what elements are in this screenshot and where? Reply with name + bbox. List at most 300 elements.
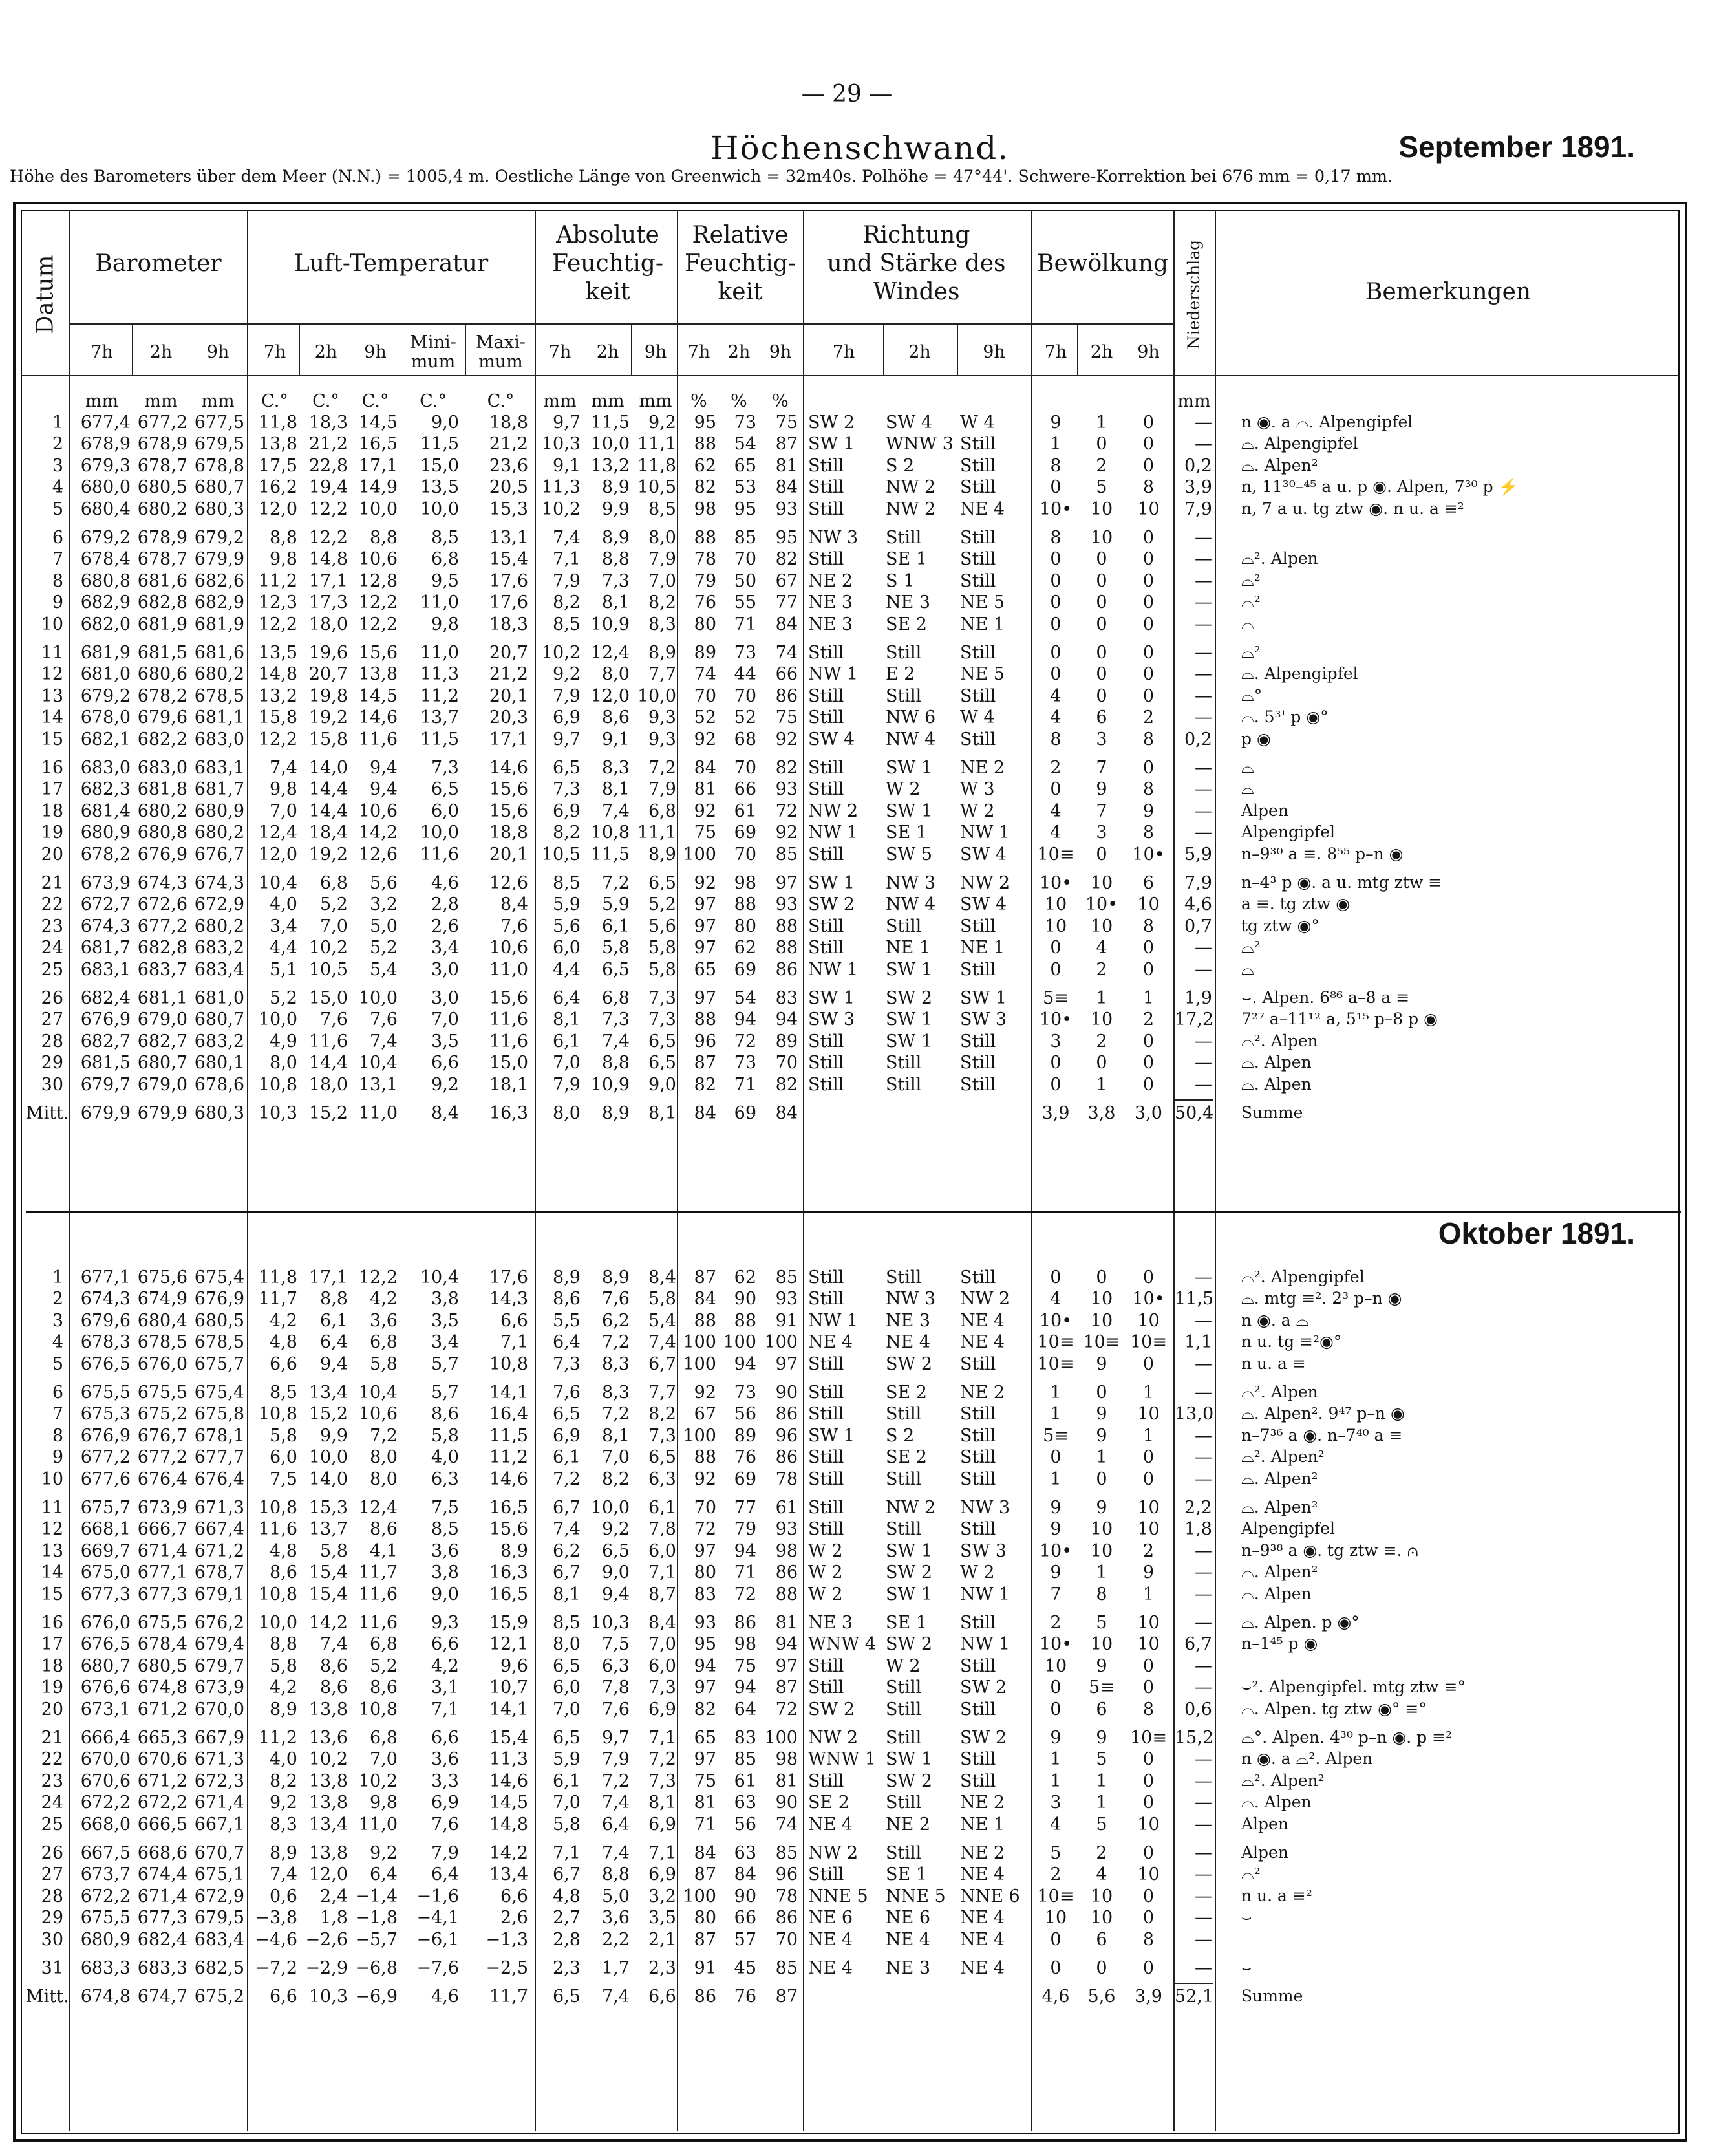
cell-wind-9h: Still bbox=[960, 1519, 996, 1540]
cell-rel-9h: 86 bbox=[775, 959, 798, 980]
cell-temp-2h: 15,8 bbox=[308, 729, 348, 749]
mean-precip: 50,4 bbox=[1175, 1103, 1214, 1123]
cell-cloud-7h: 9 bbox=[1050, 1562, 1062, 1583]
cell-abs-2h: 7,6 bbox=[602, 1289, 630, 1310]
cell-remarks: Alpen bbox=[1241, 1843, 1288, 1862]
cell-wind-2h: Still bbox=[886, 528, 922, 548]
cell-cloud-7h: 5≡ bbox=[1043, 988, 1069, 1008]
cell-rel-2h: 54 bbox=[734, 988, 756, 1008]
cell-temp-9h: 6,8 bbox=[370, 1634, 398, 1655]
cell-wind-7h: NW 1 bbox=[808, 823, 859, 843]
cell-abs-9h: 8,9 bbox=[648, 844, 676, 865]
cell-temp-7h: 10,8 bbox=[258, 1498, 297, 1518]
units-row bbox=[0, 391, 1719, 413]
cell-rel-9h: 85 bbox=[775, 1267, 798, 1288]
cell-remarks: ⌓². Alpen² bbox=[1241, 1771, 1325, 1790]
cell-temp-2h: 15,4 bbox=[308, 1584, 348, 1604]
cell-rel-2h: 54 bbox=[734, 434, 756, 455]
cell-temp-7h: 10,4 bbox=[258, 873, 297, 893]
cell-cloud-2h: 6 bbox=[1096, 1929, 1107, 1950]
cell-cloud-9h: 0 bbox=[1142, 1771, 1155, 1791]
cell-temp-2h: 18,0 bbox=[308, 1074, 348, 1095]
cell-baro-9h: 683,2 bbox=[194, 938, 244, 958]
cell-baro-7h: 682,1 bbox=[80, 729, 131, 749]
cell-wind-7h: NW 2 bbox=[808, 801, 859, 821]
cell-cloud-2h: 1 bbox=[1096, 1793, 1107, 1813]
cell-cloud-7h: 1 bbox=[1050, 1383, 1062, 1403]
cell-temp-2h: 15,2 bbox=[308, 1404, 348, 1425]
cell-cloud-7h: 0 bbox=[1050, 570, 1062, 591]
cell-rel-2h: 71 bbox=[734, 614, 756, 634]
cell-baro-9h: 682,6 bbox=[194, 570, 244, 591]
cell-wind-2h: SW 1 bbox=[886, 758, 933, 778]
cell-wind-7h: NW 2 bbox=[808, 1728, 859, 1748]
cell-baro-9h: 675,7 bbox=[194, 1353, 244, 1374]
table-row bbox=[0, 434, 1719, 455]
cell-rel-9h: 84 bbox=[775, 614, 798, 634]
cell-abs-7h: 6,0 bbox=[553, 1677, 581, 1698]
cell-cloud-7h: 3 bbox=[1050, 1031, 1062, 1051]
cell-baro-9h: 678,5 bbox=[194, 685, 244, 706]
cell-day: 26 bbox=[41, 1843, 63, 1863]
cell-cloud-2h: 4 bbox=[1096, 938, 1107, 958]
cell-wind-9h: Still bbox=[960, 528, 996, 548]
cell-cloud-9h: 8 bbox=[1142, 823, 1155, 843]
cell-abs-9h: 5,8 bbox=[648, 938, 676, 958]
cell-day: 27 bbox=[41, 1864, 63, 1885]
cell-wind-9h: Still bbox=[960, 1053, 996, 1073]
cell-temp-7h: 16,2 bbox=[258, 477, 297, 498]
cell-rel-7h: 92 bbox=[694, 729, 716, 749]
cell-rel-9h: 72 bbox=[775, 801, 798, 821]
cell-baro-7h: 672,2 bbox=[80, 1793, 131, 1813]
cell-abs-7h: 7,0 bbox=[553, 1793, 581, 1813]
table-row bbox=[0, 729, 1719, 751]
cell-rel-7h: 65 bbox=[694, 959, 716, 980]
cell-temp-max: 6,6 bbox=[500, 1886, 528, 1906]
cell-temp-9h: 12,8 bbox=[358, 570, 398, 591]
cell-precip: — bbox=[1195, 1469, 1212, 1489]
cell-remarks: ⌓. Alpen² bbox=[1241, 1498, 1318, 1516]
cell-temp-2h: 18,0 bbox=[308, 614, 348, 634]
cell-temp-9h: 10,6 bbox=[358, 549, 398, 570]
cell-temp-9h: 7,6 bbox=[370, 1009, 398, 1030]
cell-abs-2h: 12,0 bbox=[590, 685, 630, 706]
table-row bbox=[0, 1383, 1719, 1404]
cell-day: 30 bbox=[41, 1929, 63, 1950]
cell-cloud-9h: 10 bbox=[1137, 1613, 1160, 1633]
sub-9h: 9h bbox=[769, 342, 792, 362]
cell-temp-9h: −6,8 bbox=[355, 1958, 398, 1978]
cell-baro-2h: 680,6 bbox=[137, 664, 187, 685]
cell-day: 10 bbox=[41, 614, 63, 634]
unit-c: C.° bbox=[487, 391, 515, 411]
cell-temp-7h: 6,0 bbox=[270, 1447, 297, 1468]
sub-7h: 7h bbox=[91, 342, 113, 362]
cell-remarks: a ≡. tg ztw ◉ bbox=[1241, 894, 1351, 914]
cell-abs-9h: 8,4 bbox=[648, 1613, 676, 1633]
cell-remarks: n, 7 a u. tg ztw ◉. n u. a ≡² bbox=[1241, 499, 1464, 518]
cell-cloud-2h: 0 bbox=[1096, 1958, 1107, 1978]
cell-day: 5 bbox=[52, 1353, 63, 1374]
cell-temp-2h: 5,8 bbox=[320, 1540, 348, 1561]
cell-temp-2h: 20,7 bbox=[308, 664, 348, 685]
cell-temp-9h: 3,2 bbox=[370, 894, 398, 915]
cell-temp-2h: −2,6 bbox=[305, 1929, 348, 1950]
cell-abs-9h: 8,9 bbox=[648, 643, 676, 663]
cell-cloud-7h: 10• bbox=[1039, 1634, 1073, 1655]
cell-cloud-9h: 0 bbox=[1142, 570, 1155, 591]
cell-temp-7h: 13,2 bbox=[258, 685, 297, 706]
cell-cloud-2h: 6 bbox=[1096, 707, 1107, 728]
cell-temp-2h: 1,8 bbox=[320, 1908, 348, 1928]
cell-abs-7h: 7,0 bbox=[553, 1699, 581, 1719]
cell-cloud-9h: 0 bbox=[1142, 455, 1155, 476]
cell-rel-7h: 92 bbox=[694, 1383, 716, 1403]
cell-temp-7h: 8,8 bbox=[270, 1634, 297, 1655]
cell-abs-2h: 7,3 bbox=[602, 570, 630, 591]
cell-baro-2h: 682,7 bbox=[137, 1031, 187, 1051]
cell-temp-max: 14,6 bbox=[489, 1469, 528, 1489]
cell-rel-2h: 88 bbox=[734, 1310, 756, 1331]
cell-rel-2h: 86 bbox=[734, 1613, 756, 1633]
cell-rel-2h: 83 bbox=[734, 1728, 756, 1748]
cell-temp-9h: 6,4 bbox=[370, 1864, 398, 1885]
cell-rel-7h: 96 bbox=[694, 1031, 716, 1051]
cell-baro-9h: 676,7 bbox=[194, 844, 244, 865]
cell-day: 12 bbox=[41, 1519, 63, 1540]
cell-abs-2h: 10,9 bbox=[590, 1074, 630, 1095]
cell-remarks: n u. tg ≡²◉° bbox=[1241, 1332, 1342, 1352]
cell-temp-2h: 6,8 bbox=[320, 873, 348, 893]
cell-abs-7h: 6,9 bbox=[553, 801, 581, 821]
cell-temp-7h: 4,0 bbox=[270, 894, 297, 915]
cell-cloud-9h: 0 bbox=[1142, 1793, 1155, 1813]
relative-feuchtigkeit-header: Relative Feuchtig- keit bbox=[684, 222, 796, 305]
month-title-september: September 1891. bbox=[1398, 130, 1635, 164]
cell-wind-9h: NE 4 bbox=[960, 1929, 1005, 1950]
mean-cloud-9h: 3,9 bbox=[1135, 1987, 1162, 2007]
table-row bbox=[0, 592, 1719, 614]
cell-wind-2h: WNW 3 bbox=[886, 434, 954, 455]
cell-temp-9h: 12,2 bbox=[358, 1267, 398, 1288]
cell-temp-2h: 14,4 bbox=[308, 779, 348, 800]
cell-temp-min: 9,0 bbox=[431, 1584, 459, 1604]
cell-baro-7h: 682,9 bbox=[80, 592, 131, 613]
table-row bbox=[0, 1009, 1719, 1031]
cell-baro-9h: 683,0 bbox=[194, 729, 244, 749]
cell-baro-2h: 682,8 bbox=[137, 938, 187, 958]
mean-temp-2h: 10,3 bbox=[308, 1987, 348, 2007]
cell-rel-9h: 78 bbox=[775, 1469, 798, 1489]
cell-rel-9h: 81 bbox=[775, 455, 798, 476]
cell-rel-2h: 56 bbox=[734, 1404, 756, 1425]
cell-temp-min: 11,0 bbox=[420, 592, 459, 613]
mean-precip: 52,1 bbox=[1175, 1987, 1214, 2007]
cell-baro-9h: 673,9 bbox=[194, 1677, 244, 1698]
cell-wind-2h: Still bbox=[886, 685, 922, 706]
cell-temp-max: 6,6 bbox=[500, 1310, 528, 1331]
cell-rel-7h: 82 bbox=[694, 1074, 716, 1095]
cell-day: 11 bbox=[41, 643, 63, 663]
cell-temp-7h: 13,5 bbox=[258, 643, 297, 663]
cell-wind-9h: Still bbox=[960, 959, 996, 980]
sub-7h: 7h bbox=[263, 342, 286, 362]
cell-temp-7h: 4,8 bbox=[270, 1540, 297, 1561]
mean-temp-7h: 10,3 bbox=[258, 1103, 297, 1123]
cell-abs-9h: 8,4 bbox=[648, 1267, 676, 1288]
cell-cloud-7h: 0 bbox=[1050, 779, 1062, 800]
cell-rel-2h: 70 bbox=[734, 549, 756, 570]
cell-abs-9h: 8,0 bbox=[648, 528, 676, 548]
cell-baro-2h: 680,2 bbox=[137, 801, 187, 821]
cell-rel-2h: 64 bbox=[734, 1699, 756, 1719]
cell-day: 2 bbox=[52, 1289, 63, 1310]
cell-cloud-7h: 1 bbox=[1050, 434, 1062, 455]
cell-abs-9h: 6,3 bbox=[648, 1469, 676, 1489]
cell-abs-9h: 7,3 bbox=[648, 1009, 676, 1030]
cell-rel-2h: 61 bbox=[734, 1771, 756, 1791]
table-row bbox=[0, 1634, 1719, 1655]
cell-temp-min: 7,3 bbox=[431, 758, 459, 778]
cell-temp-9h: 10,8 bbox=[358, 1699, 398, 1719]
absolute-feuchtigkeit-header: Absolute Feuchtig- keit bbox=[551, 222, 664, 305]
cell-rel-7h: 75 bbox=[694, 823, 716, 843]
cell-abs-9h: 6,5 bbox=[648, 873, 676, 893]
cell-temp-max: 11,2 bbox=[489, 1447, 528, 1468]
cell-baro-2h: 679,6 bbox=[137, 707, 187, 728]
cell-remarks: n–7³⁶ a ◉. n–7⁴⁰ a ≡ bbox=[1241, 1425, 1403, 1445]
cell-abs-2h: 8,8 bbox=[602, 549, 630, 570]
cell-day: 12 bbox=[41, 664, 63, 685]
cell-day: 22 bbox=[41, 1749, 63, 1770]
table-row bbox=[0, 1267, 1719, 1289]
cell-baro-7h: 677,1 bbox=[80, 1267, 131, 1288]
cell-wind-9h: NE 4 bbox=[960, 499, 1005, 519]
cell-wind-2h: SE 1 bbox=[886, 1613, 927, 1633]
cell-baro-7h: 676,9 bbox=[80, 1425, 131, 1446]
cell-wind-9h: SW 3 bbox=[960, 1540, 1007, 1561]
sub-9h: 9h bbox=[206, 342, 230, 362]
cell-baro-9h: 682,9 bbox=[194, 592, 244, 613]
mean-cloud-2h: 5,6 bbox=[1087, 1987, 1116, 2007]
cell-wind-7h: Still bbox=[808, 1383, 844, 1403]
cell-temp-9h: 8,6 bbox=[370, 1519, 398, 1540]
cell-temp-min: 3,8 bbox=[431, 1289, 459, 1310]
cell-day: 21 bbox=[41, 873, 63, 893]
cell-temp-max: 15,4 bbox=[489, 549, 528, 570]
cell-temp-min: −1,6 bbox=[416, 1886, 459, 1906]
cell-cloud-9h: 10 bbox=[1137, 1634, 1160, 1655]
cell-wind-7h: Still bbox=[808, 477, 844, 498]
cell-rel-7h: 92 bbox=[694, 801, 716, 821]
mean-rel-2h: 76 bbox=[734, 1987, 756, 2007]
cell-baro-9h: 675,4 bbox=[194, 1267, 244, 1288]
cell-abs-2h: 8,1 bbox=[602, 592, 630, 613]
cell-wind-7h: Still bbox=[808, 1404, 844, 1425]
cell-baro-9h: 678,6 bbox=[194, 1074, 244, 1095]
cell-cloud-9h: 0 bbox=[1142, 614, 1155, 634]
table-row bbox=[0, 823, 1719, 844]
unit-mm: mm bbox=[201, 391, 235, 411]
cell-baro-9h: 679,4 bbox=[194, 1634, 244, 1655]
cell-day: 8 bbox=[52, 570, 63, 591]
cell-temp-max: 21,2 bbox=[489, 664, 528, 685]
cell-cloud-7h: 4 bbox=[1050, 823, 1062, 843]
cell-abs-2h: 5,0 bbox=[602, 1886, 630, 1906]
cell-precip: — bbox=[1195, 1814, 1212, 1835]
cell-temp-9h: 11,6 bbox=[358, 1613, 398, 1633]
cell-precip: — bbox=[1195, 1677, 1212, 1698]
cell-temp-7h: 7,5 bbox=[270, 1469, 297, 1489]
header-mid-rule bbox=[70, 323, 1174, 325]
cell-cloud-7h: 10 bbox=[1044, 1655, 1067, 1676]
cell-wind-2h: W 2 bbox=[886, 1655, 921, 1676]
cell-wind-9h: SW 4 bbox=[960, 844, 1007, 865]
cell-precip: — bbox=[1195, 959, 1212, 980]
cell-baro-7h: 674,3 bbox=[80, 916, 131, 936]
cell-wind-9h: NW 1 bbox=[960, 1634, 1010, 1655]
cell-wind-2h: NW 2 bbox=[886, 499, 936, 519]
cell-temp-min: 2,6 bbox=[431, 916, 459, 936]
cell-baro-2h: 677,2 bbox=[137, 1447, 187, 1468]
cell-day: 1 bbox=[52, 413, 63, 433]
cell-precip: — bbox=[1195, 1053, 1212, 1073]
cell-remarks: n u. a ≡² bbox=[1241, 1886, 1312, 1905]
cell-baro-9h: 671,2 bbox=[194, 1540, 244, 1561]
cell-rel-7h: 97 bbox=[694, 938, 716, 958]
cell-temp-max: 8,9 bbox=[500, 1540, 528, 1561]
cell-temp-2h: 13,8 bbox=[308, 1793, 348, 1813]
cell-rel-9h: 96 bbox=[775, 1425, 798, 1446]
cell-precip: — bbox=[1195, 570, 1212, 591]
cell-abs-7h: 7,9 bbox=[553, 1074, 581, 1095]
cell-cloud-2h: 2 bbox=[1096, 1031, 1107, 1051]
cell-cloud-9h: 2 bbox=[1142, 1009, 1155, 1030]
cell-wind-7h: Still bbox=[808, 685, 844, 706]
cell-day: 26 bbox=[41, 988, 63, 1008]
cell-abs-2h: 7,3 bbox=[602, 1009, 630, 1030]
cell-abs-7h: 8,0 bbox=[553, 1634, 581, 1655]
cell-precip: — bbox=[1195, 1447, 1212, 1468]
cell-rel-9h: 98 bbox=[775, 1749, 798, 1770]
cell-abs-2h: 7,2 bbox=[602, 1771, 630, 1791]
sub-7h: 7h bbox=[832, 342, 855, 362]
table-row bbox=[0, 664, 1719, 685]
cell-abs-2h: 7,0 bbox=[602, 1447, 630, 1468]
cell-abs-2h: 8,6 bbox=[602, 707, 630, 728]
cell-remarks: ⌓² bbox=[1241, 938, 1261, 957]
cell-day: 31 bbox=[41, 1958, 63, 1978]
page-number: — 29 — bbox=[801, 81, 893, 107]
cell-abs-2h: 8,2 bbox=[602, 1469, 630, 1489]
cell-temp-max: 15,3 bbox=[489, 499, 528, 519]
cell-cloud-2h: 10 bbox=[1090, 1310, 1113, 1331]
cell-abs-7h: 8,9 bbox=[553, 1267, 581, 1288]
cell-rel-2h: 73 bbox=[734, 1053, 756, 1073]
cell-wind-2h: SE 2 bbox=[886, 1447, 927, 1468]
cell-abs-2h: 8,9 bbox=[602, 1267, 630, 1288]
cell-precip: — bbox=[1195, 1886, 1212, 1906]
cell-baro-7h: 675,5 bbox=[80, 1383, 131, 1403]
cell-rel-7h: 91 bbox=[694, 1958, 716, 1978]
cell-wind-2h: NW 2 bbox=[886, 477, 936, 498]
cell-baro-2h: 681,5 bbox=[137, 643, 187, 663]
cell-abs-7h: 2,7 bbox=[553, 1908, 581, 1928]
cell-day: 17 bbox=[41, 1634, 63, 1655]
cell-cloud-9h: 8 bbox=[1142, 1699, 1155, 1719]
cell-abs-9h: 7,2 bbox=[648, 758, 676, 778]
cell-baro-7h: 677,4 bbox=[80, 413, 131, 433]
cell-cloud-9h: 0 bbox=[1142, 1267, 1155, 1288]
cell-baro-9h: 679,1 bbox=[194, 1584, 244, 1604]
cell-baro-2h: 677,2 bbox=[137, 916, 187, 936]
cell-wind-2h: NE 1 bbox=[886, 938, 931, 958]
cell-wind-9h: Still bbox=[960, 1749, 996, 1770]
cell-temp-7h: 13,8 bbox=[258, 434, 297, 455]
cell-wind-2h: SW 2 bbox=[886, 1634, 933, 1655]
cell-cloud-7h: 8 bbox=[1050, 455, 1062, 476]
cell-baro-7h: 678,4 bbox=[80, 549, 131, 570]
cell-baro-7h: 679,2 bbox=[80, 685, 131, 706]
cell-temp-min: 4,0 bbox=[431, 1447, 459, 1468]
cell-temp-2h: 17,1 bbox=[308, 570, 348, 591]
cell-remarks: ⌓. Alpen. p ◉° bbox=[1241, 1613, 1360, 1632]
cell-wind-2h: SW 1 bbox=[886, 801, 933, 821]
cell-remarks: Alpengipfel bbox=[1241, 1519, 1335, 1538]
table-row bbox=[0, 779, 1719, 801]
cell-temp-9h: 12,2 bbox=[358, 592, 398, 613]
cell-abs-2h: 7,5 bbox=[602, 1634, 630, 1655]
cell-temp-9h: 4,1 bbox=[370, 1540, 398, 1561]
cell-abs-2h: 8,1 bbox=[602, 1425, 630, 1446]
cell-wind-2h: SW 5 bbox=[886, 844, 933, 865]
cell-wind-7h: Still bbox=[808, 1469, 844, 1489]
cell-rel-9h: 74 bbox=[775, 643, 798, 663]
cell-cloud-2h: 0 bbox=[1096, 549, 1107, 570]
cell-temp-2h: 10,5 bbox=[308, 959, 348, 980]
cell-wind-7h: NE 6 bbox=[808, 1908, 853, 1928]
cell-temp-max: 17,6 bbox=[489, 592, 528, 613]
cell-rel-2h: 70 bbox=[734, 685, 756, 706]
cell-wind-9h: W 4 bbox=[960, 707, 995, 728]
cell-wind-9h: Still bbox=[960, 570, 996, 591]
cell-baro-2h: 678,9 bbox=[137, 434, 187, 455]
cell-wind-2h: Still bbox=[886, 1469, 922, 1489]
cell-temp-min: 9,2 bbox=[431, 1074, 459, 1095]
cell-day: 7 bbox=[52, 1404, 63, 1425]
cell-rel-9h: 86 bbox=[775, 1562, 798, 1583]
mean-temp-9h: −6,9 bbox=[355, 1987, 398, 2007]
cell-cloud-2h: 0 bbox=[1096, 1053, 1107, 1073]
cell-abs-7h: 6,9 bbox=[553, 707, 581, 728]
cell-temp-min: 3,5 bbox=[431, 1310, 459, 1331]
cell-temp-9h: 11,7 bbox=[358, 1562, 398, 1583]
mean-temp-max: 11,7 bbox=[489, 1987, 528, 2007]
cell-temp-max: 16,5 bbox=[489, 1498, 528, 1518]
cell-abs-2h: 9,0 bbox=[602, 1562, 630, 1583]
cell-wind-2h: Still bbox=[886, 1267, 922, 1288]
sub-9h: 9h bbox=[983, 342, 1005, 362]
wind-header: Richtung und Stärke des Windes bbox=[827, 222, 1006, 305]
cell-temp-7h: 15,8 bbox=[258, 707, 297, 728]
cell-cloud-7h: 0 bbox=[1050, 1677, 1062, 1698]
cell-cloud-2h: 5≡ bbox=[1089, 1677, 1115, 1698]
mean-cloud-9h: 3,0 bbox=[1135, 1103, 1162, 1123]
cell-cloud-2h: 1 bbox=[1096, 1562, 1107, 1583]
cell-wind-2h: NW 2 bbox=[886, 1498, 936, 1518]
cell-temp-max: 16,4 bbox=[489, 1404, 528, 1425]
